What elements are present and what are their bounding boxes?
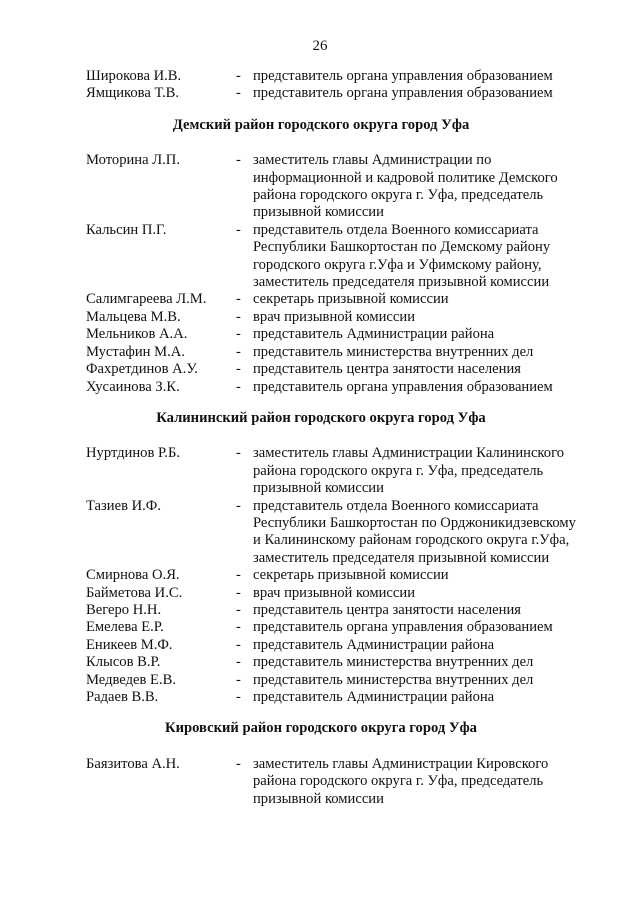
- dash: -: [236, 619, 241, 636]
- member-role: секретарь призывной комиссии: [253, 291, 449, 308]
- dash: -: [236, 497, 241, 514]
- dash: -: [236, 671, 241, 688]
- member-role: представитель отдела Военного комиссариата Республики Башкортостан по Орджоникидзевскому и Калининскому районам городского округа г.Уфа, заместитель председателя призывной комиссии: [253, 497, 576, 566]
- member-row: [86, 68, 606, 85]
- member-name: Мальцева М.В.: [86, 308, 181, 325]
- member-row: [86, 344, 606, 361]
- member-name: Ямщикова Т.В.: [86, 85, 179, 102]
- member-name: Мельников А.А.: [86, 326, 188, 343]
- member-row: [86, 498, 606, 568]
- page-number: 26: [312, 38, 328, 54]
- member-row: [86, 602, 606, 619]
- commission-list: [86, 68, 606, 808]
- member-row: [86, 689, 606, 706]
- dash: -: [236, 152, 241, 169]
- section-kalininsky: [86, 410, 606, 707]
- dash: -: [236, 343, 241, 360]
- dash: -: [236, 291, 241, 308]
- member-role: заместитель главы Администрации Кировского района городского округа г. Уфа, председатель призывной комиссии: [253, 755, 549, 807]
- member-row: [86, 85, 606, 102]
- member-row: [86, 326, 606, 343]
- dash: -: [236, 361, 241, 378]
- member-role: заместитель главы Администрации по информационной и кадровой политике Демского района городского округа г. Уфа, председатель призывной комиссии: [253, 152, 558, 221]
- section-demsky: [86, 117, 606, 396]
- dash: -: [236, 755, 241, 772]
- member-row: [86, 619, 606, 636]
- member-name: Байметова И.С.: [86, 584, 183, 601]
- dash: -: [236, 584, 241, 601]
- member-row: [86, 152, 606, 222]
- member-row: [86, 637, 606, 654]
- member-row: [86, 672, 606, 689]
- section-heading: Демский район городского округа город Уфа: [172, 116, 470, 133]
- member-name: Кальсин П.Г.: [86, 221, 167, 238]
- member-role: представитель органа управления образованием: [253, 619, 553, 636]
- member-name: Смирнова О.Я.: [86, 567, 180, 584]
- member-row: [86, 756, 606, 808]
- member-role: представитель центра занятости населения: [253, 601, 521, 618]
- dash: -: [236, 68, 241, 84]
- member-role: представитель органа управления образованием: [253, 68, 553, 84]
- member-role: представитель министерства внутренних дел: [253, 343, 534, 360]
- member-name: Мустафин М.А.: [86, 343, 185, 360]
- member-role: представитель отдела Военного комиссариата Республики Башкортостан по Демскому району городского округа г.Уфа и Уфимскому району, заместитель председателя призывной комиссии: [253, 221, 551, 291]
- member-role: врач призывной комиссии: [253, 584, 415, 601]
- section-heading: Калининский район городского округа город Уфа: [156, 409, 486, 426]
- member-role: представитель центра занятости населения: [253, 361, 521, 378]
- member-row: [86, 222, 606, 292]
- member-role: врач призывной комиссии: [253, 308, 415, 325]
- member-row: [86, 567, 606, 584]
- member-name: Нуртдинов Р.Б.: [86, 445, 180, 462]
- member-role: представитель министерства внутренних дел: [253, 671, 534, 688]
- member-row: [86, 379, 606, 396]
- member-row: [86, 291, 606, 308]
- dash: -: [236, 689, 241, 705]
- member-name: Клысов В.Р.: [86, 654, 161, 671]
- member-role: представитель органа управления образованием: [253, 378, 553, 395]
- dash: -: [236, 567, 241, 584]
- dash: -: [236, 221, 241, 238]
- member-row: [86, 654, 606, 671]
- member-role: представитель Администрации района: [253, 326, 495, 343]
- member-name: Еникеев М.Ф.: [86, 636, 173, 653]
- member-name: Хусаинова З.К.: [86, 378, 180, 395]
- member-row: [86, 309, 606, 326]
- section-heading: Кировский район городского округа город Уфа: [165, 720, 477, 737]
- member-row: [86, 361, 606, 378]
- dash: -: [236, 326, 241, 343]
- member-role: представитель Администрации района: [253, 636, 495, 653]
- member-role: представитель органа управления образованием: [253, 85, 553, 102]
- dash: -: [236, 601, 241, 618]
- member-role: представитель Администрации района: [253, 689, 495, 705]
- dash: -: [236, 654, 241, 671]
- dash: -: [236, 85, 241, 102]
- member-name: Баязитова А.Н.: [86, 755, 180, 772]
- member-role: заместитель главы Администрации Калининского района городского округа г. Уфа, председатель призывной комиссии: [253, 445, 565, 497]
- dash: -: [236, 445, 241, 462]
- member-name: Радаев В.В.: [86, 689, 159, 705]
- section-kirovsky: [86, 720, 606, 808]
- member-name: Широкова И.В.: [86, 68, 182, 84]
- member-name: Медведев Е.В.: [86, 671, 176, 688]
- member-name: Вегеро Н.Н.: [86, 601, 162, 618]
- section-continuation: [86, 68, 606, 103]
- dash: -: [236, 636, 241, 653]
- member-name: Салимгареева Л.М.: [86, 291, 207, 308]
- member-row: [86, 445, 606, 497]
- dash: -: [236, 308, 241, 325]
- member-role: представитель министерства внутренних дел: [253, 654, 534, 671]
- member-row: [86, 585, 606, 602]
- dash: -: [236, 378, 241, 395]
- member-name: Емелева Е.Р.: [86, 619, 164, 636]
- member-name: Фахретдинов А.У.: [86, 361, 198, 378]
- member-name: Тазиев И.Ф.: [86, 497, 161, 514]
- member-role: секретарь призывной комиссии: [253, 567, 449, 584]
- member-name: Моторина Л.П.: [86, 152, 180, 169]
